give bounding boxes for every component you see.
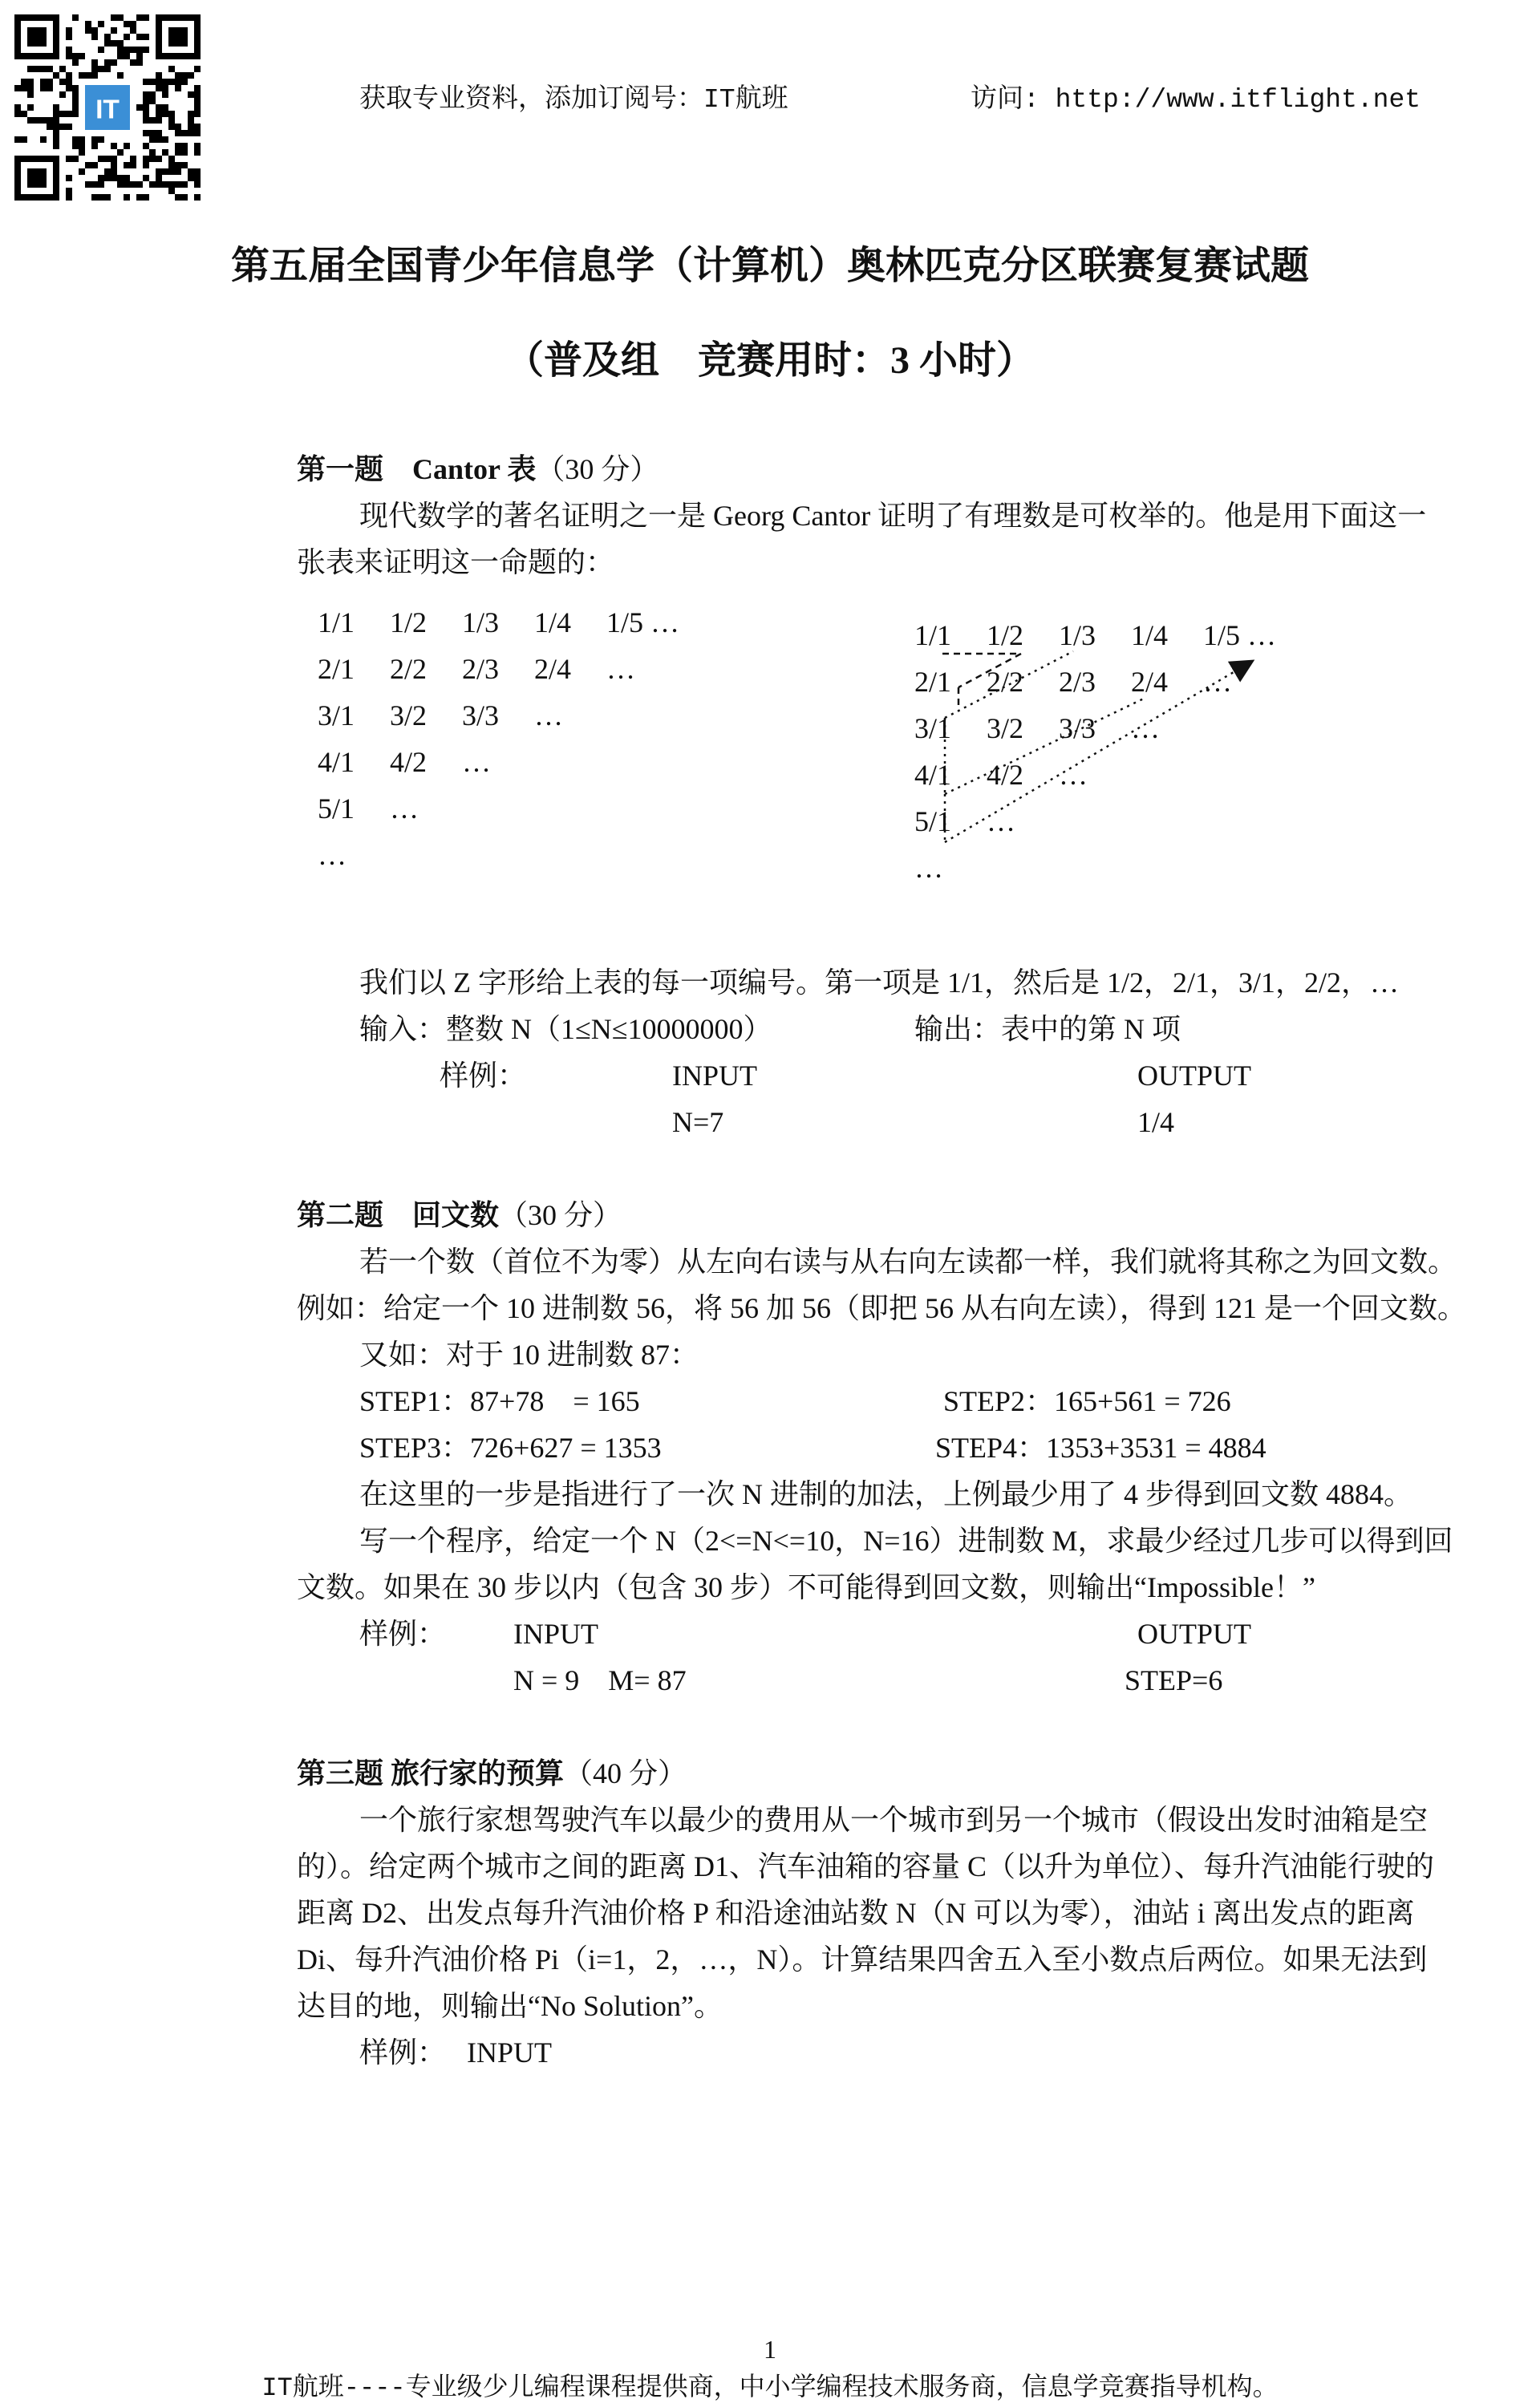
cantor-cell: 3/1 xyxy=(318,699,355,731)
cantor-cell: 2/2 xyxy=(390,653,428,685)
cantor-cell: 3/3 xyxy=(1059,712,1096,744)
q2-sample-label: 样例： xyxy=(359,1618,447,1650)
cantor-cell: 3/2 xyxy=(390,699,428,731)
cantor-cell: … xyxy=(1059,759,1088,791)
cantor-cell: … xyxy=(1131,712,1160,744)
q2-heading: 第二题 回文数 xyxy=(297,1199,500,1231)
title-line-2: （普及组 竞赛用时：3 小时） xyxy=(505,339,1035,382)
cantor-cell: … xyxy=(390,792,419,825)
q1-heading: 第一题 Cantor 表 xyxy=(297,453,537,485)
cantor-cell: … xyxy=(462,746,491,778)
q2-step-2: STEP2：165+561 = 726 xyxy=(943,1385,1231,1417)
cantor-cell: … xyxy=(1203,666,1232,698)
cantor-cell: … xyxy=(534,699,563,731)
q2-sample-output: STEP=6 xyxy=(1125,1664,1223,1696)
cantor-cell: … xyxy=(987,805,1015,837)
q3-heading: 第三题 旅行家的预算 xyxy=(297,1757,565,1789)
title-line-1: 第五届全国青少年信息学（计算机）奥林匹克分区联赛复赛试题 xyxy=(230,245,1309,287)
q3-para-1: 一个旅行家想驾驶汽车以最少的费用从一个城市到另一个城市（假设出发时油箱是空 xyxy=(359,1804,1429,1836)
cantor-cell: 2/4 xyxy=(1131,666,1169,698)
cantor-cell: 1/5 … xyxy=(1203,619,1277,651)
q1-para-2: 张表来证明这一命题的： xyxy=(297,546,615,578)
cantor-cell: 1/5 … xyxy=(606,606,680,638)
q1-input-desc: 输入：整数 N（1≤N≤10000000） xyxy=(359,1013,772,1045)
q2-step-3: STEP3：726+627 = 1353 xyxy=(359,1432,662,1464)
q3-score: （40 分） xyxy=(564,1757,687,1789)
q2-para-3: 又如：对于 10 进制数 87： xyxy=(359,1339,699,1371)
q1-sample-input-header: INPUT xyxy=(672,1060,757,1092)
q2-sample-output-header: OUTPUT xyxy=(1137,1618,1251,1650)
cantor-cell: … xyxy=(606,653,635,685)
q2-sample-input-header: INPUT xyxy=(513,1618,598,1650)
q2-step-4: STEP4：1353+3531 = 4884 xyxy=(935,1432,1266,1464)
q2-heading-line xyxy=(297,1192,622,1238)
q1-para-1: 现代数学的著名证明之一是 Georg Cantor 证明了有理数是可枚举的。他是用下面这一 xyxy=(359,500,1427,532)
q2-para-2: 例如：给定一个 10 进制数 56，将 56 加 56（即把 56 从右向左读），得到 121 是一个回文数。 xyxy=(297,1292,1467,1324)
cantor-cell: 1/2 xyxy=(390,606,428,638)
qr-logo-text: IT xyxy=(95,95,120,125)
zigzag-segment xyxy=(945,698,1145,794)
q1-sample-label: 样例： xyxy=(440,1060,527,1092)
cantor-cell: 1/4 xyxy=(534,606,572,638)
footer-slogan: IT航班----专业级少儿编程课程提供商，中小学编程技术服务商，信息学竞赛指导机构。 xyxy=(261,2373,1279,2403)
header-left-text: 获取专业资料，添加订阅号：IT航班 xyxy=(359,85,788,115)
q2-para-1: 若一个数（首位不为零）从左向右读与从右向左读都一样，我们就将其称之为回文数。 xyxy=(359,1246,1457,1278)
page-number: 1 xyxy=(764,2335,776,2364)
q3-sample-label: 样例： xyxy=(359,2036,447,2069)
cantor-cell: 2/4 xyxy=(534,653,572,685)
cantor-cell: 3/2 xyxy=(987,712,1024,744)
cantor-cell: 4/2 xyxy=(987,759,1024,791)
header-right-text: 访问: http://www.itflight.net xyxy=(971,85,1421,115)
cantor-cell: 4/1 xyxy=(914,759,952,791)
cantor-cell: 2/2 xyxy=(987,666,1024,698)
q2-score: （30 分） xyxy=(499,1199,622,1231)
cantor-cell: 2/3 xyxy=(1059,666,1096,698)
q1-sample-output: 1/4 xyxy=(1137,1106,1175,1138)
cantor-cell: 3/3 xyxy=(462,699,500,731)
q3-sample-input-header: INPUT xyxy=(467,2036,552,2069)
q3-para-3: 距离 D2、出发点每升汽油价格 P 和沿途油站数 N（N 可以为零），油站 i 离出发点的距离 xyxy=(297,1897,1415,1929)
cantor-cell: 4/2 xyxy=(390,746,428,778)
cantor-cell: … xyxy=(914,852,943,884)
cantor-cell: 1/3 xyxy=(462,606,500,638)
cantor-cell: 1/1 xyxy=(318,606,355,638)
q1-para-3: 我们以 Z 字形给上表的每一项编号。第一项是 1/1，然后是 1/2，2/1，3/1，2/2，… xyxy=(359,966,1400,999)
cantor-cell: 1/4 xyxy=(1131,619,1169,651)
q1-output-desc: 输出：表中的第 N 项 xyxy=(914,1013,1181,1045)
q3-para-4: Di、每升汽油价格 Pi（i=1，2，…，N）。计算结果四舍五入至小数点后两位。如果无法到 xyxy=(297,1943,1428,1975)
q2-para-5: 写一个程序，给定一个 N（2<=N<=10，N=16）进制数 M，求最少经过几步可以得到回 xyxy=(359,1525,1453,1557)
q1-score: （30 分） xyxy=(536,453,659,485)
cantor-cell: 5/1 xyxy=(914,805,952,837)
q2-para-4: 在这里的一步是指进行了一次 N 进制的加法，上例最少用了 4 步得到回文数 4884。 xyxy=(359,1478,1412,1510)
cantor-cell: 3/1 xyxy=(914,712,952,744)
q3-para-2: 的）。给定两个城市之间的距离 D1、汽车油箱的容量 C（以升为单位）、每升汽油能行驶的 xyxy=(297,1850,1435,1882)
q3-heading-line xyxy=(297,1750,687,1797)
q1-sample-output-header: OUTPUT xyxy=(1137,1060,1251,1092)
cantor-cell: 1/3 xyxy=(1059,619,1096,651)
cantor-cell: 2/1 xyxy=(318,653,355,685)
q2-sample-input: N = 9 M= 87 xyxy=(513,1664,687,1696)
q2-para-6: 文数。如果在 30 步以内（包含 30 步）不可能得到回文数，则输出“Impossible！” xyxy=(297,1571,1315,1603)
cantor-cell: … xyxy=(318,839,346,871)
cantor-cell: 5/1 xyxy=(318,792,355,825)
cantor-cell: 4/1 xyxy=(318,746,355,778)
cantor-cell: 1/2 xyxy=(987,619,1024,651)
q2-step-1: STEP1：87+78 = 165 xyxy=(359,1385,640,1417)
q3-para-5: 达目的地，则输出“No Solution”。 xyxy=(297,1990,723,2022)
cantor-cell: 2/3 xyxy=(462,653,500,685)
q1-sample-input: N=7 xyxy=(672,1106,724,1138)
cantor-cell: 1/1 xyxy=(914,619,952,651)
cantor-cell: 2/1 xyxy=(914,666,952,698)
